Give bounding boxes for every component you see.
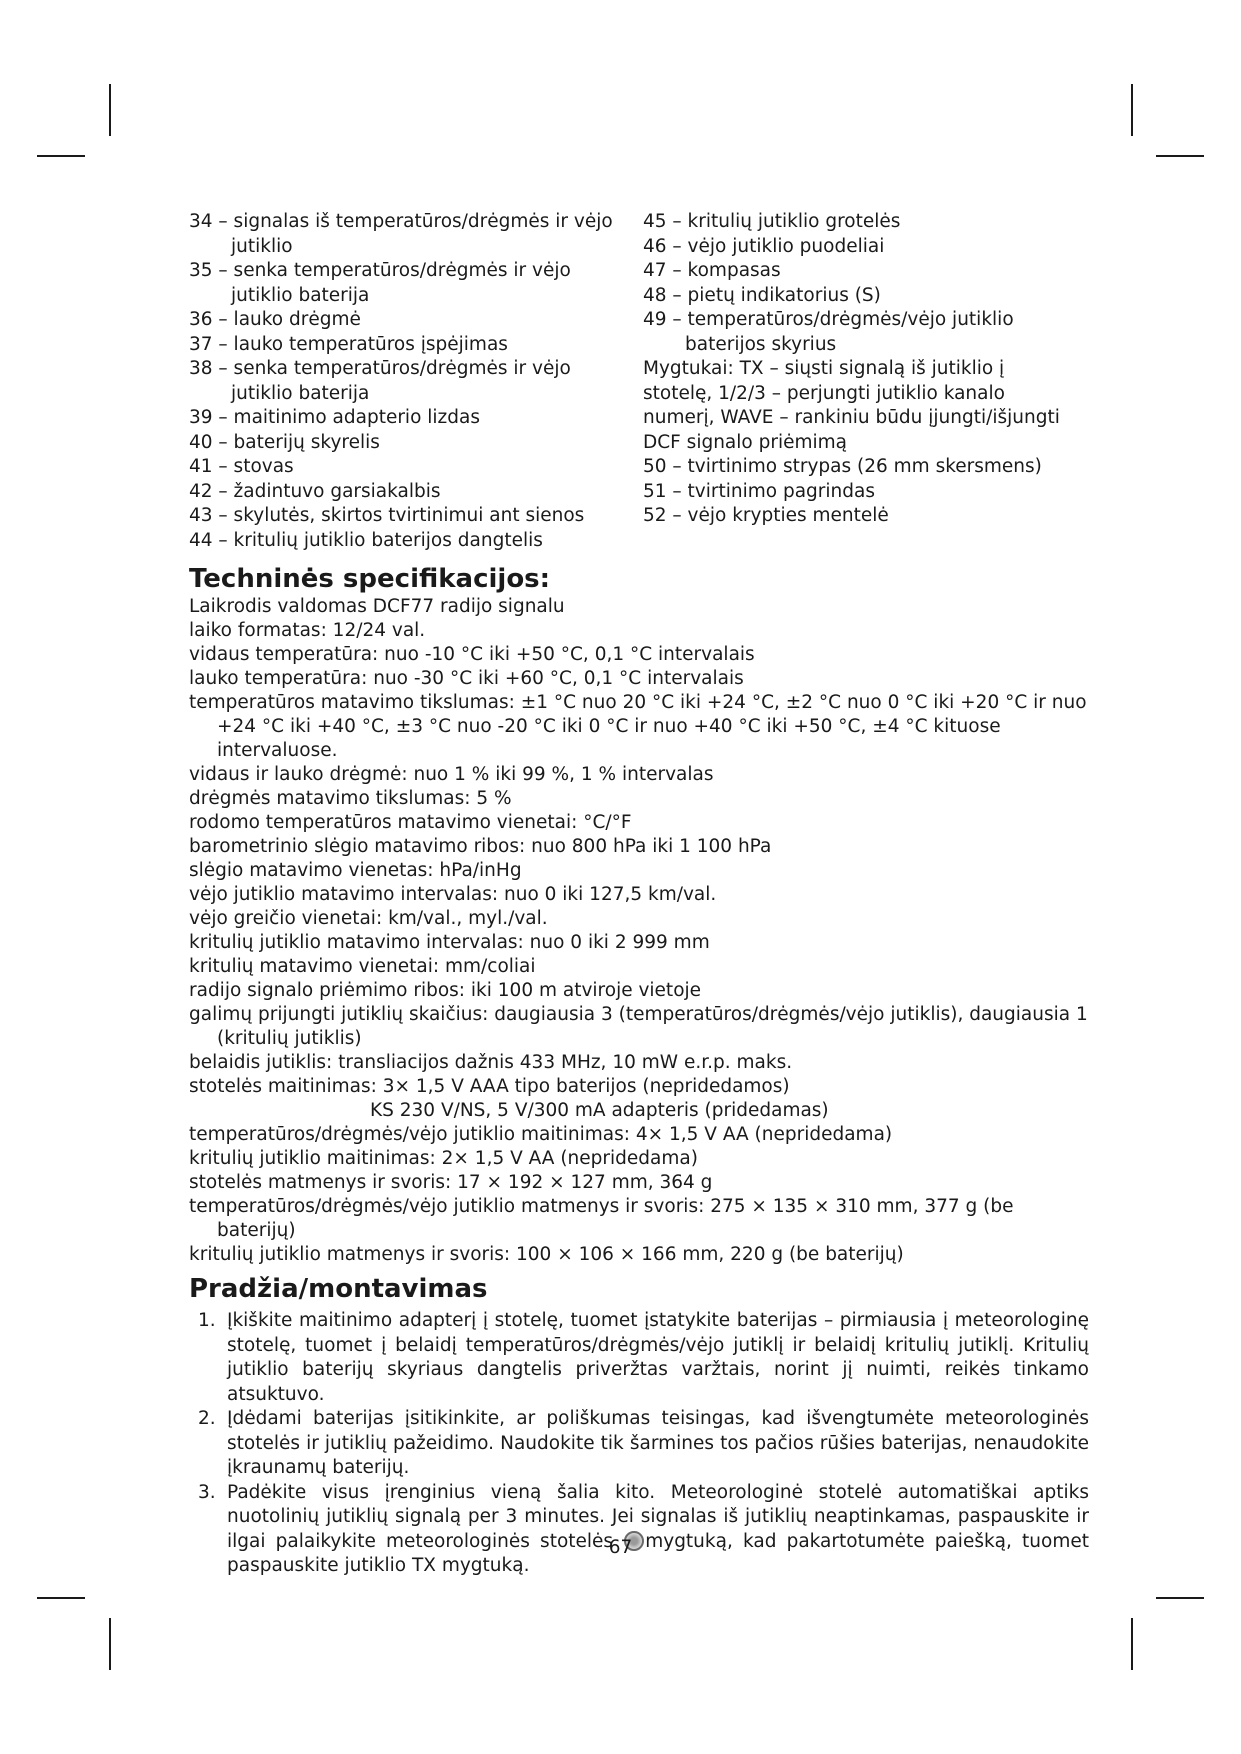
installation-heading: Pradžia/montavimas: [189, 1274, 488, 1304]
component-item: 45 – kritulių jutiklio grotelės: [643, 211, 901, 232]
component-item: 38 – senka temperatūros/drėgmės ir vėjo jutiklio baterija: [189, 358, 571, 404]
component-item: 50 – tvirtinimo strypas (26 mm skersmens): [643, 456, 1042, 477]
spec-line: temperatūros/drėgmės/vėjo jutiklio matmenys ir svoris: 275 × 135 × 310 mm, 377 g (be baterijų): [189, 1196, 1014, 1241]
crop-mark-bottom-right-vertical: [1131, 1618, 1133, 1670]
spec-line: rodomo temperatūros matavimo vienetai: °C/°F: [189, 812, 632, 833]
component-item: 35 – senka temperatūros/drėgmės ir vėjo jutiklio baterija: [189, 260, 571, 306]
components-list-left: [189, 210, 619, 553]
crop-mark-bottom-left-vertical: [109, 1618, 111, 1670]
spec-line: radijo signalo priėmimo ribos: iki 100 m atviroje vietoje: [189, 980, 702, 1001]
step-text: Įdėdami baterijas įsitikinkite, ar poliškumas teisingas, kad išvengtumėte meteorologinės stotelės ir jutiklių pažeidimo. Naudokite tik šarmines tos pačios rūšies baterijas, nenaudokite įkraunamų baterijų.: [227, 1408, 1089, 1478]
spec-line: vidaus ir lauko drėgmė: nuo 1 % iki 99 %, 1 % intervalas: [189, 764, 714, 785]
step-number: 1.: [198, 1310, 216, 1331]
spec-line: kritulių jutiklio matmenys ir svoris: 100 × 106 × 166 mm, 220 g (be baterijų): [189, 1244, 904, 1265]
spec-line: drėgmės matavimo tikslumas: 5 %: [189, 788, 512, 809]
specifications-heading: Techninės specifikacijos:: [189, 564, 551, 594]
component-item: 37 – lauko temperatūros įspėjimas: [189, 333, 508, 355]
component-item: 40 – baterijų skyrelis: [189, 431, 380, 453]
spec-line: vėjo greičio vienetai: km/val., myl./val.: [189, 908, 548, 929]
component-item: 44 – kritulių jutiklio baterijos dangtelis: [189, 529, 543, 551]
crop-mark-top-left-horizontal: [37, 155, 85, 157]
spec-line: kritulių matavimo vienetai: mm/coliai: [189, 956, 536, 977]
step-text-after: mygtuką, kad pakartotumėte paiešką, tuomet paspauskite jutiklio TX mygtuką.: [227, 1530, 1089, 1576]
spec-line: stotelės maitinimas: 3× 1,5 V AAA tipo baterijos (nepridedamos): [189, 1076, 790, 1097]
step-number: 2.: [198, 1408, 216, 1429]
spec-line: vidaus temperatūra: nuo -10 °C iki +50 °C, 0,1 °C intervalais: [189, 644, 755, 665]
crop-mark-top-right-horizontal: [1156, 155, 1204, 157]
spec-line: kritulių jutiklio maitinimas: 2× 1,5 V AA (nepridedama): [189, 1148, 698, 1169]
spec-line-power-adapter: KS 230 V/NS, 5 V/300 mA adapteris (pridedamas): [370, 1100, 829, 1121]
spec-line: lauko temperatūra: nuo -30 °C iki +60 °C, 0,1 °C intervalais: [189, 668, 744, 689]
component-item: 49 – temperatūros/drėgmės/vėjo jutiklio baterijos skyrius: [643, 309, 1014, 355]
components-list-right: [643, 210, 1063, 529]
component-item: 42 – žadintuvo garsiakalbis: [189, 480, 441, 502]
crop-mark-top-left-vertical: [109, 84, 111, 136]
spec-line: vėjo jutiklio matavimo intervalas: nuo 0 iki 127,5 km/val.: [189, 884, 717, 905]
component-item: 43 – skylutės, skirtos tvirtinimui ant sienos: [189, 505, 585, 526]
installation-step: [189, 1481, 1089, 1579]
spec-line: galimų prijungti jutiklių skaičius: daugiausia 3 (temperatūros/drėgmės/vėjo jutiklis), daugiausia 1 (kritulių jutiklis): [189, 1004, 1088, 1049]
component-item: 39 – maitinimo adapterio lizdas: [189, 407, 480, 428]
spec-line: belaidis jutiklis: transliacijos dažnis 433 MHz, 10 mW e.r.p. maks.: [189, 1052, 793, 1073]
buttons-note: Mygtukai: TX – siųsti signalą iš jutiklio į stotelę, 1/2/3 – perjungti jutiklio kanalo numerį, WAVE – rankiniu būdu įjungti/išjungti DCF signalo priėmimą: [643, 358, 1060, 453]
spec-line: kritulių jutiklio matavimo intervalas: nuo 0 iki 2 999 mm: [189, 932, 710, 953]
spec-line: stotelės matmenys ir svoris: 17 × 192 × 127 mm, 364 g: [189, 1172, 713, 1193]
spec-line: barometrinio slėgio matavimo ribos: nuo 800 hPa iki 1 100 hPa: [189, 836, 772, 857]
spec-line: temperatūros/drėgmės/vėjo jutiklio maitinimas: 4× 1,5 V AA (nepridedama): [189, 1124, 893, 1145]
component-item: 36 – lauko drėgmė: [189, 309, 361, 330]
component-item: 46 – vėjo jutiklio puodeliai: [643, 235, 885, 257]
step-text: Įkiškite maitinimo adapterį į stotelę, tuomet įstatykite baterijas – pirmiausia į meteorologinę stotelę, tuomet į belaidį temperatūros/drėgmės/vėjo jutiklį ir belaidį kritulių jutiklį. Kritulių jutiklio baterijų skyriaus dangtelis priveržtas varžtais, norint jį nuimti, reikės tinkamo atsuktuvo.: [227, 1310, 1089, 1405]
spec-line: temperatūros matavimo tikslumas: ±1 °C nuo 20 °C iki +24 °C, ±2 °C nuo 0 °C iki +20 °C ir nuo +24 °C iki +40 °C, ±3 °C nuo -20 °C iki 0 °C ir nuo +40 °C iki +50 °C, ±4 °C kituose intervaluose.: [189, 692, 1087, 761]
component-item: 41 – stovas: [189, 456, 294, 477]
page-number: 67: [608, 1537, 633, 1558]
component-item: 34 – signalas iš temperatūros/drėgmės ir vėjo jutiklio: [189, 211, 613, 257]
spec-line: laiko formatas: 12/24 val.: [189, 620, 426, 641]
crop-mark-top-right-vertical: [1131, 84, 1133, 136]
crop-mark-bottom-right-horizontal: [1156, 1597, 1204, 1599]
installation-step: [189, 1407, 1089, 1481]
spec-line: slėgio matavimo vienetas: hPa/inHg: [189, 860, 522, 881]
step-text-before: Padėkite visus įrenginius vieną šalia kito. Meteorologinė stotelė automatiškai aptiks nuotolinių jutiklių signalą per 3 minutes. Jei signalas iš jutiklių neaptinkamas, paspauskite ir ilgai palaikykite meteorologinės stotelės: [227, 1481, 1089, 1552]
spec-line: Laikrodis valdomas DCF77 radijo signalu: [189, 596, 565, 617]
component-item: 47 – kompasas: [643, 260, 781, 281]
specifications-section: [189, 563, 1089, 1579]
component-item: 52 – vėjo krypties mentelė: [643, 505, 889, 526]
component-item: 48 – pietų indikatorius (S): [643, 284, 881, 306]
component-item: 51 – tvirtinimo pagrindas: [643, 480, 875, 502]
crop-mark-bottom-left-horizontal: [37, 1597, 85, 1599]
installation-step: [189, 1309, 1089, 1407]
step-number: 3.: [198, 1481, 216, 1503]
